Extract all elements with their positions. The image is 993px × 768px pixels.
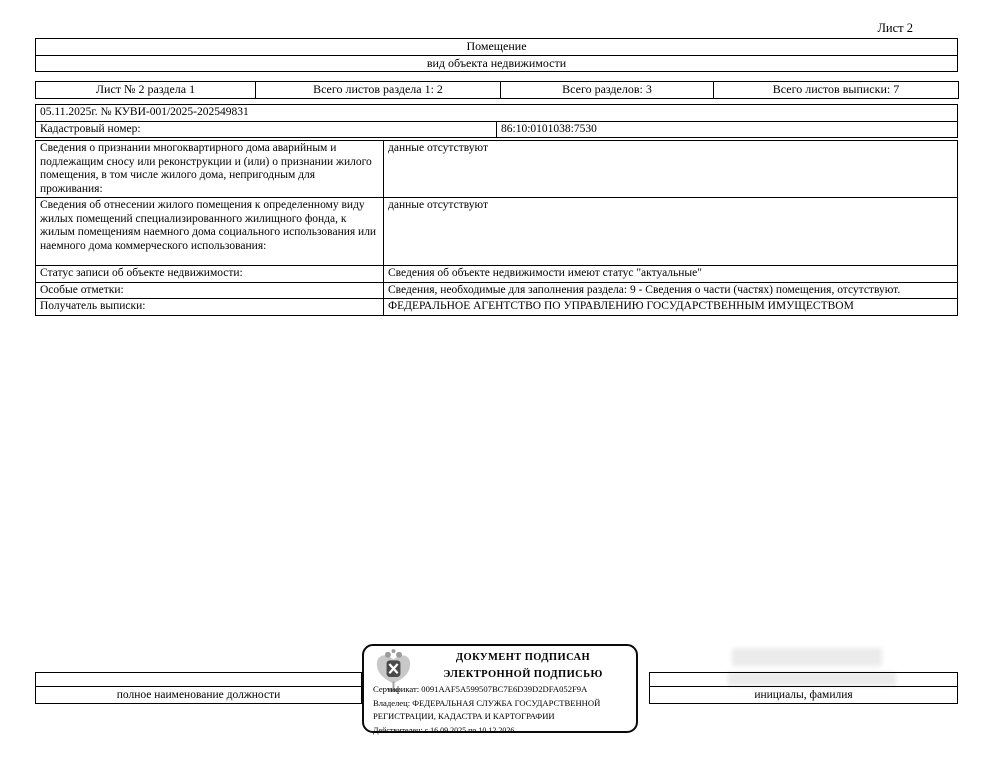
- meta-sections-cell: Всего разделов: 3: [501, 82, 714, 99]
- stamp-certificate: Сертификат: 0091AAF5A599507BC7E6D39D2DFA052F9A: [373, 684, 588, 694]
- specialized-housing-value: данные отсутствуют: [384, 198, 958, 266]
- object-type-table: [35, 38, 958, 72]
- signature-position-table: [35, 672, 362, 704]
- stamp-validity: Действителен: с 16.09.2025 по 10.12.2026: [373, 725, 515, 735]
- stamp-title-line2: ЭЛЕКТРОННОЙ ПОДПИСЬЮ: [443, 669, 603, 680]
- signature-name-caption: инициалы, фамилия: [650, 687, 958, 704]
- request-table: [35, 104, 958, 138]
- object-type-value: Помещение: [36, 39, 958, 56]
- meta-section-sheets-cell: Всего листов раздела 1: 2: [256, 82, 501, 99]
- recipient-value: ФЕДЕРАЛЬНОЕ АГЕНТСТВО ПО УПРАВЛЕНИЮ ГОСУДАРСТВЕННЫМ ИМУЩЕСТВОМ: [384, 299, 958, 316]
- stamp-owner-line1: Владелец: ФЕДЕРАЛЬНАЯ СЛУЖБА ГОСУДАРСТВЕННОЙ: [373, 697, 601, 708]
- request-number: 05.11.2025г. № КУВИ-001/2025-202549831: [36, 105, 958, 122]
- special-notes-value: Сведения, необходимые для заполнения раздела: 9 - Сведения о части (частях) помещения, отсутствуют.: [384, 282, 958, 299]
- cadastral-number-label: Кадастровый номер:: [36, 121, 497, 138]
- meta-sheet-cell: Лист № 2 раздела 1: [36, 82, 256, 99]
- specialized-housing-label: Сведения об отнесении жилого помещения к определенному виду жилых помещений специализированного жилищного фонда, к жилым помещениям наемного дома социального использования или наемного дома коммерческого использования:: [36, 198, 384, 266]
- meta-extract-sheets-cell: Всего листов выписки: 7: [714, 82, 959, 99]
- signature-position-caption: полное наименование должности: [36, 687, 362, 704]
- record-status-value: Сведения об объекте недвижимости имеют статус "актуальные": [384, 266, 958, 283]
- sheet-meta-table: [35, 81, 959, 99]
- signature-name-table: [649, 672, 958, 704]
- signature-name-blank: [650, 673, 958, 687]
- object-type-caption: вид объекта недвижимости: [36, 55, 958, 72]
- stamp-title-line1: ДОКУМЕНТ ПОДПИСАН: [455, 652, 591, 663]
- e-signature-stamp: [362, 644, 638, 733]
- stamp-owner-line2: РЕГИСТРАЦИИ, КАДАСТРА И КАРТОГРАФИИ: [373, 711, 555, 721]
- record-status-label: Статус записи об объекте недвижимости:: [36, 266, 384, 283]
- emergency-house-label: Сведения о признании многоквартирного дома аварийным и подлежащим сносу или реконструкции и (или) о признании жилого помещения, в том числе жилого дома, непригодным для проживания:: [36, 141, 384, 198]
- emergency-house-value: данные отсутствуют: [384, 141, 958, 198]
- cadastral-number-value: 86:10:0101038:7530: [497, 121, 958, 138]
- sheet-number-label: Лист 2: [877, 21, 913, 35]
- signature-position-blank: [36, 673, 362, 687]
- info-table: [35, 140, 958, 316]
- recipient-label: Получатель выписки:: [36, 299, 384, 316]
- special-notes-label: Особые отметки:: [36, 282, 384, 299]
